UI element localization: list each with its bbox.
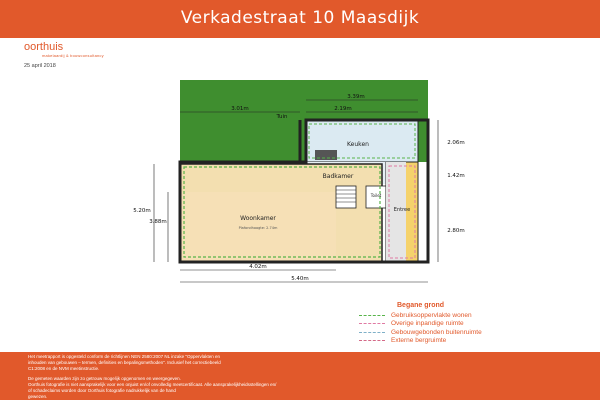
- dim-label-301: 3.01m: [231, 106, 249, 112]
- footer-line: inhouden van gebouwen – termen, definities en bepalingsmethoden". Inclusief het correctiebeeld: [28, 360, 221, 365]
- room-label-entree: Entree: [393, 207, 411, 213]
- legend-item: [359, 311, 569, 320]
- room-label-badkamer: Badkamer: [322, 173, 354, 180]
- room-label-tuin: Tuin: [276, 114, 288, 120]
- legend: [359, 302, 569, 345]
- room-label-keuken: Keuken: [347, 141, 369, 148]
- legend-swatch: [359, 340, 385, 341]
- dim-label-142: 1.42m: [447, 173, 465, 179]
- footer-line: Het meetrapport is opgesteld conform de richtlijnen NEN 2580:2007 NL inzake "Oppervlakten en: [28, 354, 221, 359]
- room-label-woonkamer-sub: Plafondhoogte: 2.74m: [238, 226, 278, 230]
- logo-tagline: makelaardij & bouwconsultancy: [42, 53, 104, 58]
- room-label-woonkamer: Woonkamer: [240, 215, 276, 222]
- legend-item: [359, 320, 569, 329]
- footer-disclaimer: [0, 352, 600, 400]
- legend-label: Overige inpandige ruimte: [391, 320, 464, 328]
- logo-name: oorthuis: [24, 41, 64, 53]
- legend-label: Gebouwgebonden buitenruimte: [391, 328, 482, 336]
- legend-swatch: [359, 315, 385, 316]
- legend-item: [359, 328, 569, 337]
- legend-swatch: [359, 323, 385, 324]
- stairs: [336, 186, 356, 208]
- footer-line: De gemeten waarden zijn zo getrouw mogelijk opgenomen en weergegeven.: [28, 376, 181, 381]
- page-title: Verkadestraat 10 Maasdijk: [180, 8, 420, 28]
- legend-label: Externe bergruimte: [391, 337, 447, 345]
- footer-line: gewezen.: [28, 394, 48, 399]
- dim-label-520: 5.20m: [133, 208, 151, 214]
- room-label-toilet: Toilet: [370, 193, 382, 198]
- footer-line: Oorthuis fotografie is niet aansprakelijk voor een onjuist en/of onvolledig meetcertificaat. Alle aansprakelijkheidsstellingen en/: [28, 382, 277, 387]
- footer-line: C1:2008 en de NVM meetinstructie.: [28, 366, 100, 371]
- footer-line: of schadeclaims worden door Oorthuis fotografie nadrukkelijk van de hand: [28, 388, 176, 393]
- legend-label: Gebruiksoppervlakte wonen: [391, 311, 472, 319]
- dim-label-388: 3.88m: [149, 219, 167, 225]
- legend-item: [359, 337, 569, 346]
- document-date: 25 april 2018: [24, 63, 56, 69]
- dim-label-280: 2.80m: [447, 228, 465, 234]
- dim-label-206: 2.06m: [447, 140, 465, 146]
- legend-title: Begane grond: [397, 302, 445, 309]
- dim-label-402: 4.02m: [249, 264, 267, 270]
- legend-swatch: [359, 332, 385, 333]
- dim-label-339: 3.39m: [347, 94, 365, 100]
- dim-label-219: 2.19m: [334, 106, 352, 112]
- dim-label-540: 5.40m: [291, 276, 309, 282]
